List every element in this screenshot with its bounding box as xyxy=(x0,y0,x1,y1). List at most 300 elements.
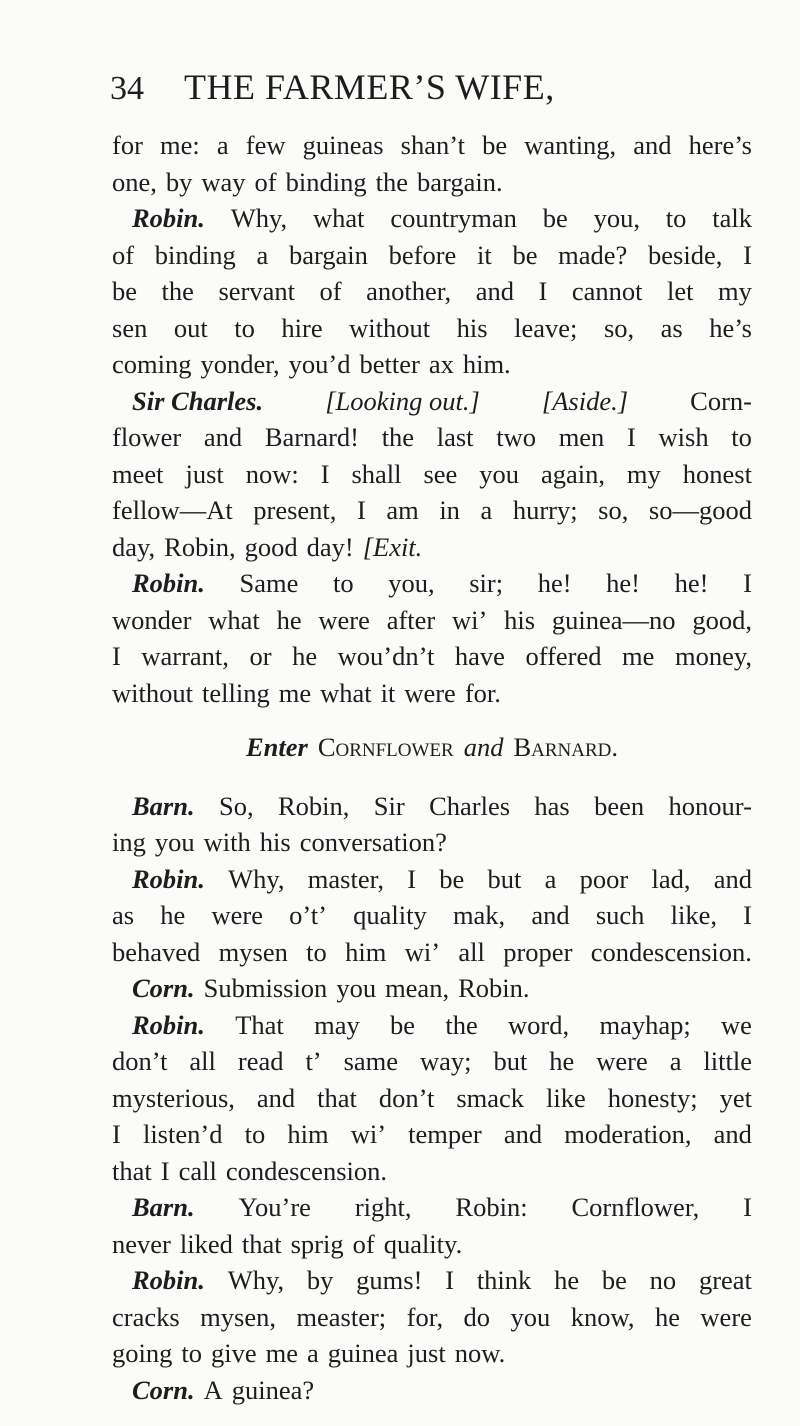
word: poor xyxy=(579,863,629,894)
word: I xyxy=(743,239,752,270)
word: be xyxy=(439,863,465,894)
word: money, xyxy=(674,641,752,671)
word: A xyxy=(203,1374,223,1405)
word: little xyxy=(703,1046,752,1076)
word: after xyxy=(386,604,436,635)
speech-line xyxy=(112,1007,752,1044)
word: the xyxy=(381,422,415,452)
word: that xyxy=(112,1155,152,1186)
text-line xyxy=(112,310,752,347)
word: I xyxy=(407,863,417,894)
word: now: xyxy=(245,458,299,489)
character-name: Barnard. xyxy=(513,732,619,762)
word: honesty; xyxy=(607,1082,698,1113)
word: were xyxy=(596,1046,648,1076)
word: servant xyxy=(218,276,295,306)
word: I xyxy=(112,1119,121,1149)
text-line xyxy=(112,897,752,934)
word: wonder xyxy=(112,604,192,635)
word: without xyxy=(349,312,431,343)
word: the xyxy=(375,166,408,197)
word: know, xyxy=(570,1301,635,1332)
word: and xyxy=(531,900,570,930)
word: shan’t xyxy=(400,130,465,160)
word: wanting, xyxy=(524,130,617,160)
word: sen xyxy=(112,312,148,343)
word: him xyxy=(287,1119,329,1149)
word: he! xyxy=(606,568,640,598)
word: guinea xyxy=(327,1338,399,1368)
text-line xyxy=(112,824,752,861)
word: day! xyxy=(306,531,354,562)
word: wi’ xyxy=(404,936,441,967)
word: a xyxy=(256,239,269,270)
word: again, xyxy=(540,458,605,489)
word: guineas xyxy=(302,130,384,160)
word: before xyxy=(388,239,457,270)
stage-enter: Enter xyxy=(245,732,308,762)
word: never xyxy=(112,1228,171,1259)
word: of xyxy=(112,239,135,270)
text-line xyxy=(112,419,752,456)
word: were xyxy=(700,1301,752,1332)
word: don’t xyxy=(112,1046,168,1076)
text-line xyxy=(112,1153,752,1190)
word: and xyxy=(203,422,243,452)
word: you xyxy=(510,1301,551,1332)
word: fellow—At xyxy=(112,495,233,525)
word: flower xyxy=(112,422,182,452)
word: for, xyxy=(406,1301,444,1332)
word: he’s xyxy=(709,312,752,343)
text-line xyxy=(112,127,752,164)
word: I xyxy=(445,1265,455,1295)
word: Robin. xyxy=(458,973,530,1003)
word: you xyxy=(479,458,519,489)
stage-direction: [Looking out.] xyxy=(325,385,480,416)
speech-line xyxy=(112,1372,752,1409)
text-line xyxy=(112,456,752,493)
text-line xyxy=(112,1299,752,1336)
stage-direction: [Aside.] xyxy=(541,385,629,416)
word: mysterious, xyxy=(112,1082,235,1113)
word: smack xyxy=(456,1082,525,1113)
word: countryman xyxy=(390,203,517,233)
word: You’re xyxy=(238,1192,311,1222)
word: me: xyxy=(160,130,200,160)
word: his xyxy=(456,312,488,343)
word: liked xyxy=(179,1228,233,1259)
word: mak, xyxy=(452,900,506,930)
word: listen’d xyxy=(142,1119,223,1149)
word: to xyxy=(244,1119,266,1149)
word: or xyxy=(249,641,272,671)
word: the xyxy=(161,276,194,306)
word: Robin, xyxy=(277,790,350,821)
word: I xyxy=(743,900,752,930)
text-line xyxy=(112,1080,752,1117)
word: Why, xyxy=(227,1265,285,1295)
word: of xyxy=(319,276,342,306)
word: offered xyxy=(525,641,602,671)
speaker-name: Corn. xyxy=(132,973,195,1003)
text-line xyxy=(112,529,752,566)
play-text xyxy=(112,127,752,1408)
word: and xyxy=(713,863,752,894)
word: two xyxy=(496,422,536,452)
word: as xyxy=(112,900,135,930)
speech-line xyxy=(112,565,752,602)
word: me xyxy=(265,1338,298,1368)
word: yet xyxy=(719,1082,752,1113)
word: here’s xyxy=(688,130,752,160)
speaker-name: Corn. xyxy=(132,1374,195,1405)
word: be xyxy=(542,203,568,233)
word: what xyxy=(208,604,260,635)
word: men xyxy=(558,422,605,452)
word: so, xyxy=(603,312,635,343)
text-line xyxy=(112,602,752,639)
word: great xyxy=(698,1265,752,1295)
word: no xyxy=(649,1265,677,1295)
word: Barnard! xyxy=(264,422,359,452)
word: it xyxy=(380,677,396,708)
text-line xyxy=(112,237,752,274)
speech-line xyxy=(112,970,752,1007)
word: talk xyxy=(712,203,752,233)
word: mysen xyxy=(218,936,288,967)
word: be xyxy=(482,130,508,160)
word: conversation? xyxy=(299,827,447,857)
word: he xyxy=(549,1046,575,1076)
speaker-name: Robin. xyxy=(132,568,205,598)
word: like xyxy=(546,1082,586,1113)
word: right, xyxy=(354,1192,412,1222)
word: o’t’ xyxy=(289,900,327,930)
word: and xyxy=(503,1119,543,1149)
word: be xyxy=(601,1265,627,1295)
word: condescension. xyxy=(590,936,752,967)
word: he xyxy=(654,1301,680,1332)
word: now. xyxy=(454,1338,506,1368)
word: just xyxy=(407,1338,446,1368)
word: going xyxy=(112,1338,173,1368)
word: Robin: xyxy=(455,1192,528,1222)
word: leave; xyxy=(514,312,578,343)
word: his xyxy=(259,827,291,857)
word: good, xyxy=(692,604,752,635)
word: quality xyxy=(353,900,427,930)
word: gums! xyxy=(356,1265,423,1295)
word: Corn- xyxy=(690,385,752,416)
word: mayhap; xyxy=(599,1009,691,1040)
word: see xyxy=(423,458,458,489)
speaker-name: Robin. xyxy=(132,1265,205,1295)
word: made? xyxy=(558,239,628,270)
word: like, xyxy=(670,900,717,930)
word: to xyxy=(731,422,752,452)
speech-line xyxy=(112,383,752,420)
word: ing xyxy=(112,827,146,857)
word: wish xyxy=(658,422,709,452)
word: my xyxy=(626,458,661,489)
word: my xyxy=(718,276,752,306)
word: and xyxy=(475,276,514,306)
word: what xyxy=(320,677,372,708)
word: wi’ xyxy=(350,1119,387,1149)
word: him xyxy=(345,936,387,967)
word: hire xyxy=(281,312,323,343)
stage-direction-exit: [Exit. xyxy=(362,531,423,562)
word: binding xyxy=(285,166,367,197)
word: Why, xyxy=(228,863,285,894)
word: I xyxy=(743,568,752,598)
word: present, xyxy=(253,495,337,525)
word: he! xyxy=(537,568,572,598)
word: by xyxy=(165,166,193,197)
word: behaved xyxy=(112,936,201,967)
word: and xyxy=(256,1082,296,1113)
word: warrant, xyxy=(141,641,229,671)
word: but xyxy=(493,1046,528,1076)
word: and xyxy=(633,130,672,160)
word: you, xyxy=(593,203,640,233)
text-line xyxy=(112,1335,752,1372)
word: a xyxy=(216,130,229,160)
text-line xyxy=(112,934,752,971)
word: So, xyxy=(218,790,254,821)
word: to xyxy=(181,1338,202,1368)
word: same xyxy=(343,1046,399,1076)
page-number: 34 xyxy=(110,70,144,107)
word: moderation, xyxy=(564,1119,692,1149)
word: I xyxy=(743,1192,752,1222)
word: lad, xyxy=(651,863,691,894)
word: master, xyxy=(307,863,384,894)
stage-and: and xyxy=(463,732,504,762)
word: a xyxy=(669,1046,682,1076)
word: way xyxy=(201,166,246,197)
word: but xyxy=(487,863,522,894)
word: has xyxy=(534,790,570,821)
word: you’d xyxy=(288,349,351,379)
word: honest xyxy=(682,458,752,489)
speaker-name: Barn. xyxy=(132,1192,195,1222)
word: Why, xyxy=(230,203,288,233)
word: I xyxy=(160,1155,170,1186)
word: way; xyxy=(419,1046,472,1076)
word: were xyxy=(211,900,263,930)
text-line xyxy=(112,273,752,310)
word: better xyxy=(359,349,420,379)
word: few xyxy=(245,130,286,160)
word: coming xyxy=(112,349,192,379)
word: to xyxy=(333,568,354,598)
word: shall xyxy=(351,458,402,489)
word: it xyxy=(477,239,492,270)
word: you, xyxy=(388,568,435,598)
word: me xyxy=(278,677,312,708)
word: temper xyxy=(408,1119,482,1149)
word: sprig xyxy=(290,1228,344,1259)
word: his xyxy=(504,604,536,635)
text-line xyxy=(112,1043,752,1080)
word: beside, xyxy=(648,239,723,270)
word: a xyxy=(480,495,493,525)
word: he xyxy=(160,900,186,930)
speech-line xyxy=(112,1262,752,1299)
word: Cornflower, xyxy=(571,1192,700,1222)
word: Submission xyxy=(203,973,328,1003)
word: I xyxy=(538,276,548,306)
text-line xyxy=(112,164,752,201)
word: ax xyxy=(428,349,454,379)
character-name: Cornflower xyxy=(317,732,454,762)
word: to xyxy=(234,312,255,343)
speaker-name: Sir Charles. xyxy=(132,385,264,416)
speaker-name: Robin. xyxy=(132,1009,205,1040)
word: you xyxy=(154,827,195,857)
word: he xyxy=(554,1265,580,1295)
word: such xyxy=(595,900,645,930)
word: in xyxy=(439,495,460,525)
word: hurry; xyxy=(512,495,578,525)
word: what xyxy=(312,203,365,233)
word: proper xyxy=(503,936,573,967)
word: that xyxy=(317,1082,357,1113)
word: guinea—no xyxy=(551,604,676,635)
word: yonder, xyxy=(200,349,280,379)
word: you xyxy=(336,973,377,1003)
word: all xyxy=(189,1046,216,1076)
word: him. xyxy=(462,349,511,379)
word: measter; xyxy=(296,1301,387,1332)
word: the xyxy=(445,1009,478,1040)
text-line xyxy=(112,492,752,529)
text-line xyxy=(112,675,752,712)
word: guinea? xyxy=(231,1374,315,1405)
word: Charles xyxy=(429,790,511,821)
word: word, xyxy=(508,1009,570,1040)
word: cracks xyxy=(112,1301,180,1332)
word: call xyxy=(178,1155,217,1186)
word: be xyxy=(390,1009,416,1040)
text-line xyxy=(112,346,752,383)
speaker-name: Robin. xyxy=(132,863,205,894)
word: Same xyxy=(239,568,299,598)
word: just xyxy=(185,458,224,489)
word: That xyxy=(235,1009,284,1040)
word: let xyxy=(667,276,694,306)
text-line xyxy=(112,638,752,675)
word: bargain. xyxy=(416,166,503,197)
word: with xyxy=(203,827,251,857)
word: of xyxy=(352,1228,375,1259)
speaker-name: Robin. xyxy=(132,203,205,233)
speech-line xyxy=(112,1189,752,1226)
speech-line xyxy=(112,200,752,237)
word: be xyxy=(112,276,138,306)
word: a xyxy=(544,863,557,894)
word: wi’ xyxy=(452,604,488,635)
word: I xyxy=(356,495,366,525)
word: I xyxy=(320,458,330,489)
word: been xyxy=(594,790,645,821)
word: good xyxy=(244,531,298,562)
word: have xyxy=(454,641,505,671)
text-line xyxy=(112,1116,752,1153)
word: don’t xyxy=(378,1082,435,1113)
word: honour- xyxy=(668,790,752,821)
word: am xyxy=(386,495,419,525)
word: Robin, xyxy=(164,531,236,562)
word: bargain xyxy=(288,239,368,270)
word: a xyxy=(307,1338,319,1368)
word: that xyxy=(241,1228,282,1259)
word: of xyxy=(254,166,277,197)
page-header xyxy=(110,62,630,112)
word: so, xyxy=(598,495,629,525)
text-line xyxy=(112,1226,752,1263)
word: were xyxy=(318,604,370,635)
word: I xyxy=(627,422,636,452)
word: as xyxy=(660,312,683,343)
word: t’ xyxy=(305,1046,322,1076)
running-title: THE FARMER’S WIFE, xyxy=(184,67,555,107)
word: think xyxy=(476,1265,532,1295)
speech-line xyxy=(112,788,752,825)
word: do xyxy=(463,1301,491,1332)
word: day, xyxy=(112,531,156,562)
word: me xyxy=(622,641,655,671)
word: binding xyxy=(154,239,236,270)
word: give xyxy=(211,1338,257,1368)
word: cannot xyxy=(571,276,643,306)
word: last xyxy=(436,422,474,452)
word: Sir xyxy=(373,790,405,821)
word: read xyxy=(237,1046,284,1076)
word: I xyxy=(112,641,121,671)
stage-direction-enter xyxy=(112,729,752,766)
word: another, xyxy=(366,276,452,306)
word: for xyxy=(112,130,143,160)
word: and xyxy=(713,1119,752,1149)
word: for. xyxy=(464,677,501,708)
word: to xyxy=(665,203,687,233)
word: meet xyxy=(112,458,164,489)
word: out xyxy=(173,312,208,343)
word: mean, xyxy=(385,973,450,1003)
word: all xyxy=(458,936,485,967)
word: mysen, xyxy=(200,1301,276,1332)
word: quality. xyxy=(383,1228,463,1259)
word: one, xyxy=(112,166,157,197)
word: be xyxy=(512,239,538,270)
word: we xyxy=(721,1009,752,1040)
word: he! xyxy=(674,568,709,598)
word: telling xyxy=(201,677,270,708)
word: may xyxy=(314,1009,360,1040)
word: wou’dn’t xyxy=(337,641,435,671)
word: to xyxy=(306,936,327,967)
word: without xyxy=(112,677,193,708)
word: so—good xyxy=(648,495,752,525)
word: sir; xyxy=(469,568,504,598)
word: he xyxy=(292,641,318,671)
word: by xyxy=(306,1265,334,1295)
word: were xyxy=(404,677,456,708)
word: condescension. xyxy=(225,1155,387,1186)
